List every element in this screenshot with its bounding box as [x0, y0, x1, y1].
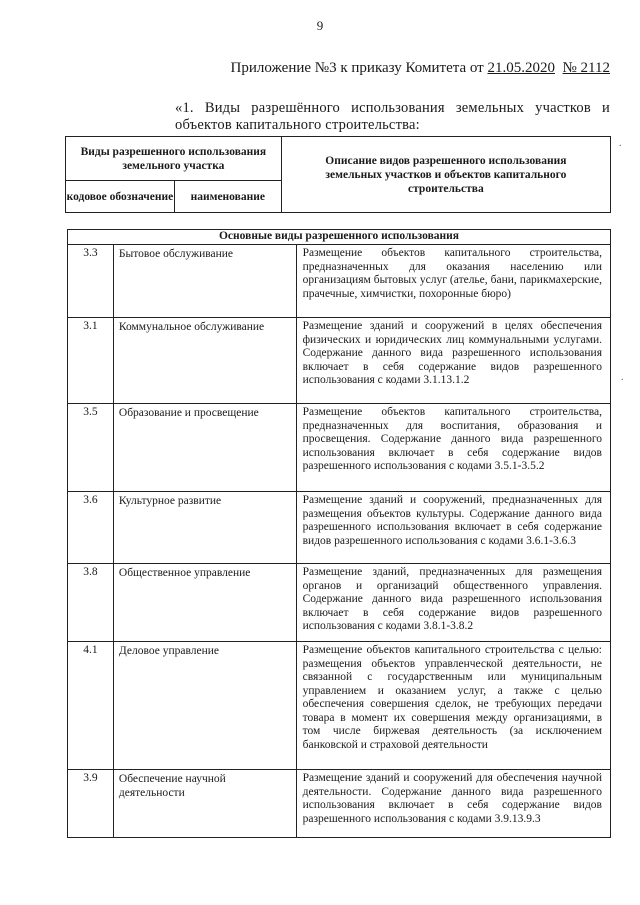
page-number: 9 — [316, 18, 324, 33]
row-description: Размещение объектов капитального строительства, предназначенных для воспитания, образования и просвещения. Содержание данного вида разрешенного использования включает в себя содержание видов разрешенного использования с кодами 3.5.1-3.5.2 — [296, 404, 610, 492]
appendix-date: 21.05.2020 — [487, 60, 555, 76]
table-row — [68, 642, 611, 770]
uses-table — [67, 229, 611, 838]
appendix-line — [231, 60, 610, 77]
header-description: Описание видов разрешенного использования земельных участков и объектов капитального строительства — [281, 137, 610, 213]
scan-mark: . — [621, 372, 624, 383]
scan-mark: . — [619, 138, 622, 149]
row-code: 3.9 — [68, 770, 114, 838]
row-name: Общественное управление — [113, 564, 296, 642]
row-description: Размещение объектов капитального строительства с целью: размещения объектов управленческой деятельности, не связанной с государственным или муниципальным управлением и оказанием услуг, а также с целью обеспечения совершения сделок, не требующих передачи товара в момент их совершения между организациями, в том числе биржевая деятельность (за исключением банковской и страховой деятельности — [296, 642, 610, 770]
table-row — [68, 318, 611, 404]
table-row — [68, 492, 611, 564]
header-table — [65, 136, 611, 213]
header-name: наименование — [174, 181, 281, 213]
row-name: Обеспечение научной деятельности — [113, 770, 296, 838]
header-code: кодовое обозначение — [66, 181, 175, 213]
row-name: Деловое управление — [113, 642, 296, 770]
row-code: 3.6 — [68, 492, 114, 564]
row-name: Культурное развитие — [113, 492, 296, 564]
row-code: 4.1 — [68, 642, 114, 770]
section-title: Основные виды разрешенного использования — [68, 230, 611, 245]
section-heading: «1. Виды разрешённого использования земельных участков и объектов капитального строительства: — [175, 100, 610, 133]
appendix-prefix: Приложение №3 к приказу Комитета от — [230, 60, 488, 76]
appendix-number: № 2112 — [562, 60, 610, 76]
table-row — [68, 564, 611, 642]
row-name: Бытовое обслуживание — [113, 245, 296, 318]
table-row — [68, 404, 611, 492]
row-name: Образование и просвещение — [113, 404, 296, 492]
row-code: 3.3 — [68, 245, 114, 318]
row-code: 3.1 — [68, 318, 114, 404]
row-description: Размещение зданий, предназначенных для размещения органов и организаций общественного управления. Содержание данного вида разрешенного использования включает в себя содержание видов разрешенного использования с кодами 3.8.1-3.8.2 — [296, 564, 610, 642]
row-code: 3.8 — [68, 564, 114, 642]
row-code: 3.5 — [68, 404, 114, 492]
table-row — [68, 245, 611, 318]
row-description: Размещение зданий и сооружений, предназначенных для размещения объектов культуры. Содержание данного вида разрешенного использования включает в себя содержание видов разрешенного использования с кодами 3.6.1-3.6.3 — [296, 492, 610, 564]
row-description: Размещение объектов капитального строительства, предназначенных для оказания населению или организациям бытовых услуг (ателье, бани, парикмахерские, прачечные, химчистки, похоронные бюро) — [296, 245, 610, 318]
row-description: Размещение зданий и сооружений в целях обеспечения физических и юридических лиц коммунальными услугами. Содержание данного вида разрешенного использования включает в себя содержание видов разрешенного использования с кодами 3.1.13.1.2 — [296, 318, 610, 404]
row-name: Коммунальное обслуживание — [113, 318, 296, 404]
table-row — [68, 770, 611, 838]
row-description: Размещение зданий и сооружений для обеспечения научной деятельности. Содержание данного вида разрешенного использования включает в себя содержание видов разрешенного использования с кодами 3.9.13.9.3 — [296, 770, 610, 838]
header-group-title: Виды разрешенного использования земельного участка — [66, 137, 282, 181]
